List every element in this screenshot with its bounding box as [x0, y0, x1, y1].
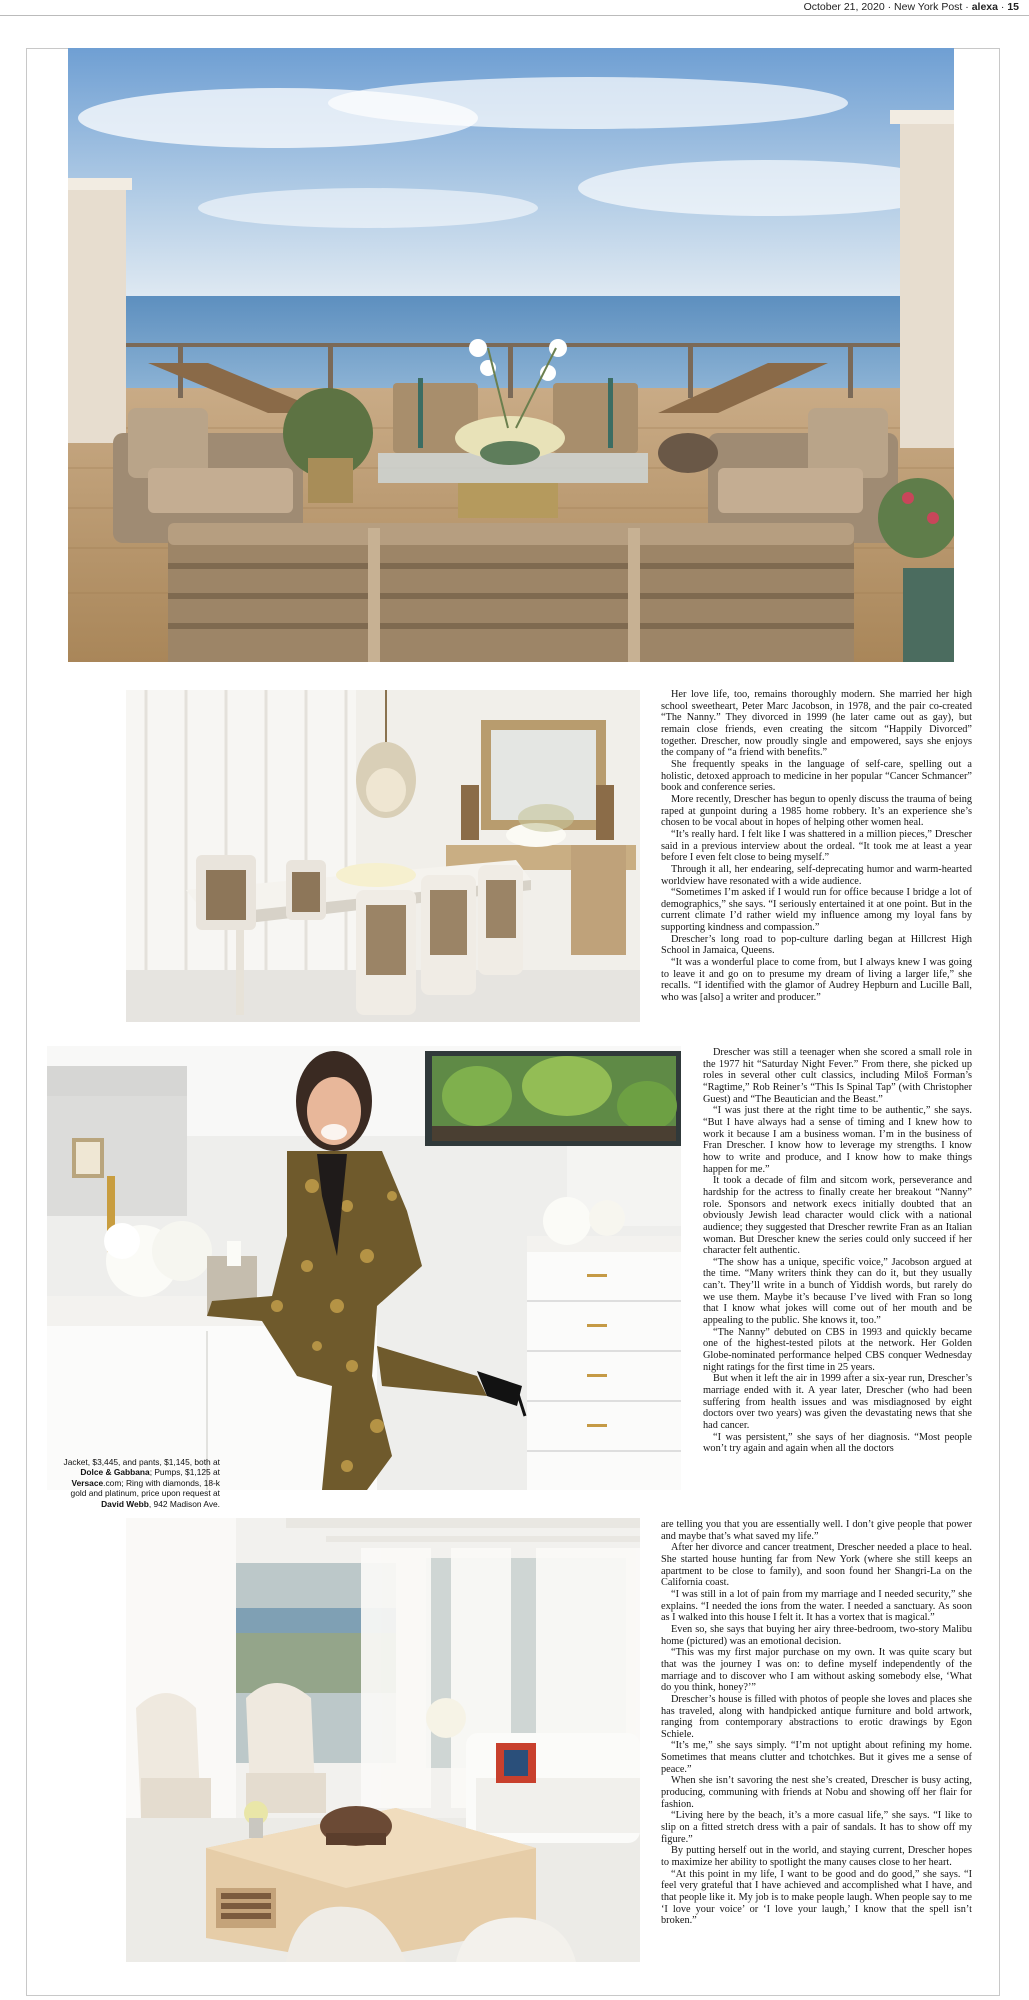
caption-brand: Versace [71, 1477, 104, 1488]
article-column-3 [661, 1519, 972, 1927]
article-paragraph: “Living here by the beach, it’s a more casual life,” she says. “I like to slip on a fitted stretch dress with a pair of sandals. It has to show off my figure.” [661, 1810, 972, 1845]
article-paragraph: “The show has a unique, specific voice,” Jacobson argued at the time. “Many writers think they can do it, but they usually can’t. They’ll write in a bunch of Yiddish words, but rarely do we use them. Maybe it’s because I’ve lived with Fran so long that I know what jokes will come out of her mouth and be appealing to the public. She knows it, too.” [703, 1256, 972, 1327]
article-paragraph: Drescher’s house is filled with photos of people she loves and places she has traveled, along with handpicked antique furniture and bold artwork, ranging from contemporary abstractions to erotic drawings by Egon Schiele. [661, 1693, 972, 1740]
caption-brand: David Webb [101, 1498, 149, 1509]
photo-credit-caption: Jacket, $3,445, and pants, $1,145, both at Dolce & Gabbana; Pumps, $1,125 at Versace.com; Ring with diamonds, 18-k gold and platinum, price upon request at David Webb, 942 Madison Ave. [63, 1457, 220, 1509]
article-paragraph: “It was a wonderful place to come from, but I always knew I was going to leave it and go on to presume my dream of living a larger life,” she recalls. “I identified with the glamor of Audrey Hepburn and Lucille Ball, who was [also] a writer and producer.” [661, 957, 972, 1004]
article-paragraph: It took a decade of film and sitcom work, perseverance and hardship for the actress to finally create her breakout “Nanny” role. Sponsors and network execs initially doubted that an obviously Jewish lead character would click with a national audience; they suggested that Drescher rewrite Fran as an Italian woman. But Drescher knew the series could only succeed if her character felt authentic. [703, 1175, 972, 1257]
article-paragraph: When she isn’t savoring the nest she’s created, Drescher is busy acting, producing, communing with friends at Nobu and showing off her flair for fashion. [661, 1775, 972, 1810]
article-paragraph: Drescher was still a teenager when she scored a small role in the 1977 hit “Saturday Night Fever.” From there, she picked up roles in several other cult classics, including Miloš Forman’s “Ragtime,” Rob Reiner’s “This Is Spinal Tap” (with Christopher Guest) and “The Beautician and the Beast.” [703, 1047, 972, 1105]
article-column-2 [703, 1047, 972, 1455]
folio-separator: · [965, 1, 969, 13]
article-paragraph: Drescher’s long road to pop-culture darling began at Hillcrest High School in Jamaica, Queens. [661, 933, 972, 957]
article-paragraph: Through it all, her endearing, self-deprecating humor and warm-hearted worldview have resonated with a wide audience. [661, 863, 972, 887]
kitchen-portrait-photo [47, 1046, 681, 1490]
folio-page-number: 15 [1007, 1, 1019, 13]
article-paragraph: “I was just there at the right time to be authentic,” she says. “But I have always had a sense of timing and I knew how to work it because I am a business woman. I’m in the business of Fran Drescher. I know how to leverage my strengths. I know how to write and produce, and I know how to make things happen for me.” [703, 1105, 972, 1175]
article-paragraph: “It’s me,” she says simply. “I’m not uptight about refining my home. Sometimes that means clutter and tchotchkes. But it gives me a sense of peace.” [661, 1740, 972, 1775]
article-paragraph: She frequently speaks in the language of self-care, spelling out a holistic, detoxed approach to medicine in her popular “Cancer Schmancer” book and conference series. [661, 758, 972, 794]
article-paragraph: More recently, Drescher has begun to openly discuss the trauma of being raped at gunpoint during a 1985 home robbery. It’s an experience she’s chosen to be vocal about in hopes of helping other women heal. [661, 793, 972, 829]
article-paragraph: are telling you that you are essentially well. I don’t give people that power and maybe that’s what saved my life.” [661, 1519, 972, 1542]
page-folio [0, 0, 1029, 16]
folio-separator: · [887, 1, 892, 13]
folio-date: October 21, 2020 [803, 1, 885, 13]
article-paragraph: Even so, she says that buying her airy three-bedroom, two-story Malibu home (pictured) was an emotional decision. [661, 1623, 972, 1647]
folio-section: alexa [971, 1, 998, 13]
dining-room-photo [126, 690, 640, 1022]
article-paragraph: “This was my first major purchase on my own. It was quite scary but that was the journey I was on: to define myself independently of the marriage and to discover who I am without asking somebody else, ‘What do you think, honey?’” [661, 1647, 972, 1694]
article-paragraph: Her love life, too, remains thoroughly modern. She married her high school sweetheart, Peter Marc Jacobson, in 1978, and the pair co-created “The Nanny.” They divorced in 1999 (he later came out as gay), but remain close friends, even creating the sitcom “Happily Divorced” together. Drescher, now proudly single and empowered, says she enjoys the company of “a friend with benefits.” [661, 689, 972, 759]
article-paragraph: By putting herself out in the world, and staying current, Drescher hopes to maximize her ability to spotlight the many causes close to her heart. [661, 1845, 972, 1869]
article-paragraph: After her divorce and cancer treatment, Drescher needed a place to heal. She started house hunting far from New York (where she still keeps an apartment to be close to family), and soon found her Shangri-La on the California coast. [661, 1542, 972, 1589]
article-paragraph: But when it left the air in 1999 after a six-year run, Drescher’s marriage ended with it. A year later, Drescher (who had been suffering from health issues and was misdiagnosed by eight doctors over two years) was given the devastating news that she had cancer. [703, 1373, 972, 1431]
article-paragraph: “At this point in my life, I want to be good and do good,” she says. “I feel very grateful that I have achieved and accomplished what I have, and that people like it. My job is to make people laugh. When people say to me ‘I love your voice’ or ‘I love your laugh,’ I know that the spell isn’t broken.” [661, 1868, 972, 1927]
article-paragraph: “Sometimes I’m asked if I would run for office because I bridge a lot of demographics,” she says. “I seriously entertained it at one point. But in the current climate I’d rather wield my influence among my loyal fans by supporting kindness and compassion.” [661, 887, 972, 934]
article-paragraph: “I was still in a lot of pain from my marriage and I needed security,” she explains. “I needed the ions from the water. I needed a sanctuary. As soon as I walked into this house I felt it. It has a vortex that is magical.” [661, 1588, 972, 1624]
article-paragraph: “I was persistent,” she says of her diagnosis. “Most people won’t try again and again when all the doctors [703, 1431, 972, 1455]
hero-deck-photo [68, 48, 954, 662]
folio-publication: New York Post [894, 1, 963, 13]
living-room-photo [126, 1518, 640, 1962]
folio-separator: · [1000, 1, 1005, 13]
article-paragraph: “The Nanny” debuted on CBS in 1993 and quickly became one of the highest-tested pilots at the network. Her Golden Globe-nominated performance helped CBS conquer Wednesday night ratings for the first time in 25 years. [703, 1326, 972, 1373]
caption-brand: Dolce & Gabbana [80, 1467, 150, 1478]
article-column-1 [661, 689, 972, 1004]
article-paragraph: “It’s really hard. I felt like I was shattered in a million pieces,” Drescher said in a previous interview about the ordeal. “It took me at least a year before I even felt close to being myself.” [661, 828, 972, 864]
